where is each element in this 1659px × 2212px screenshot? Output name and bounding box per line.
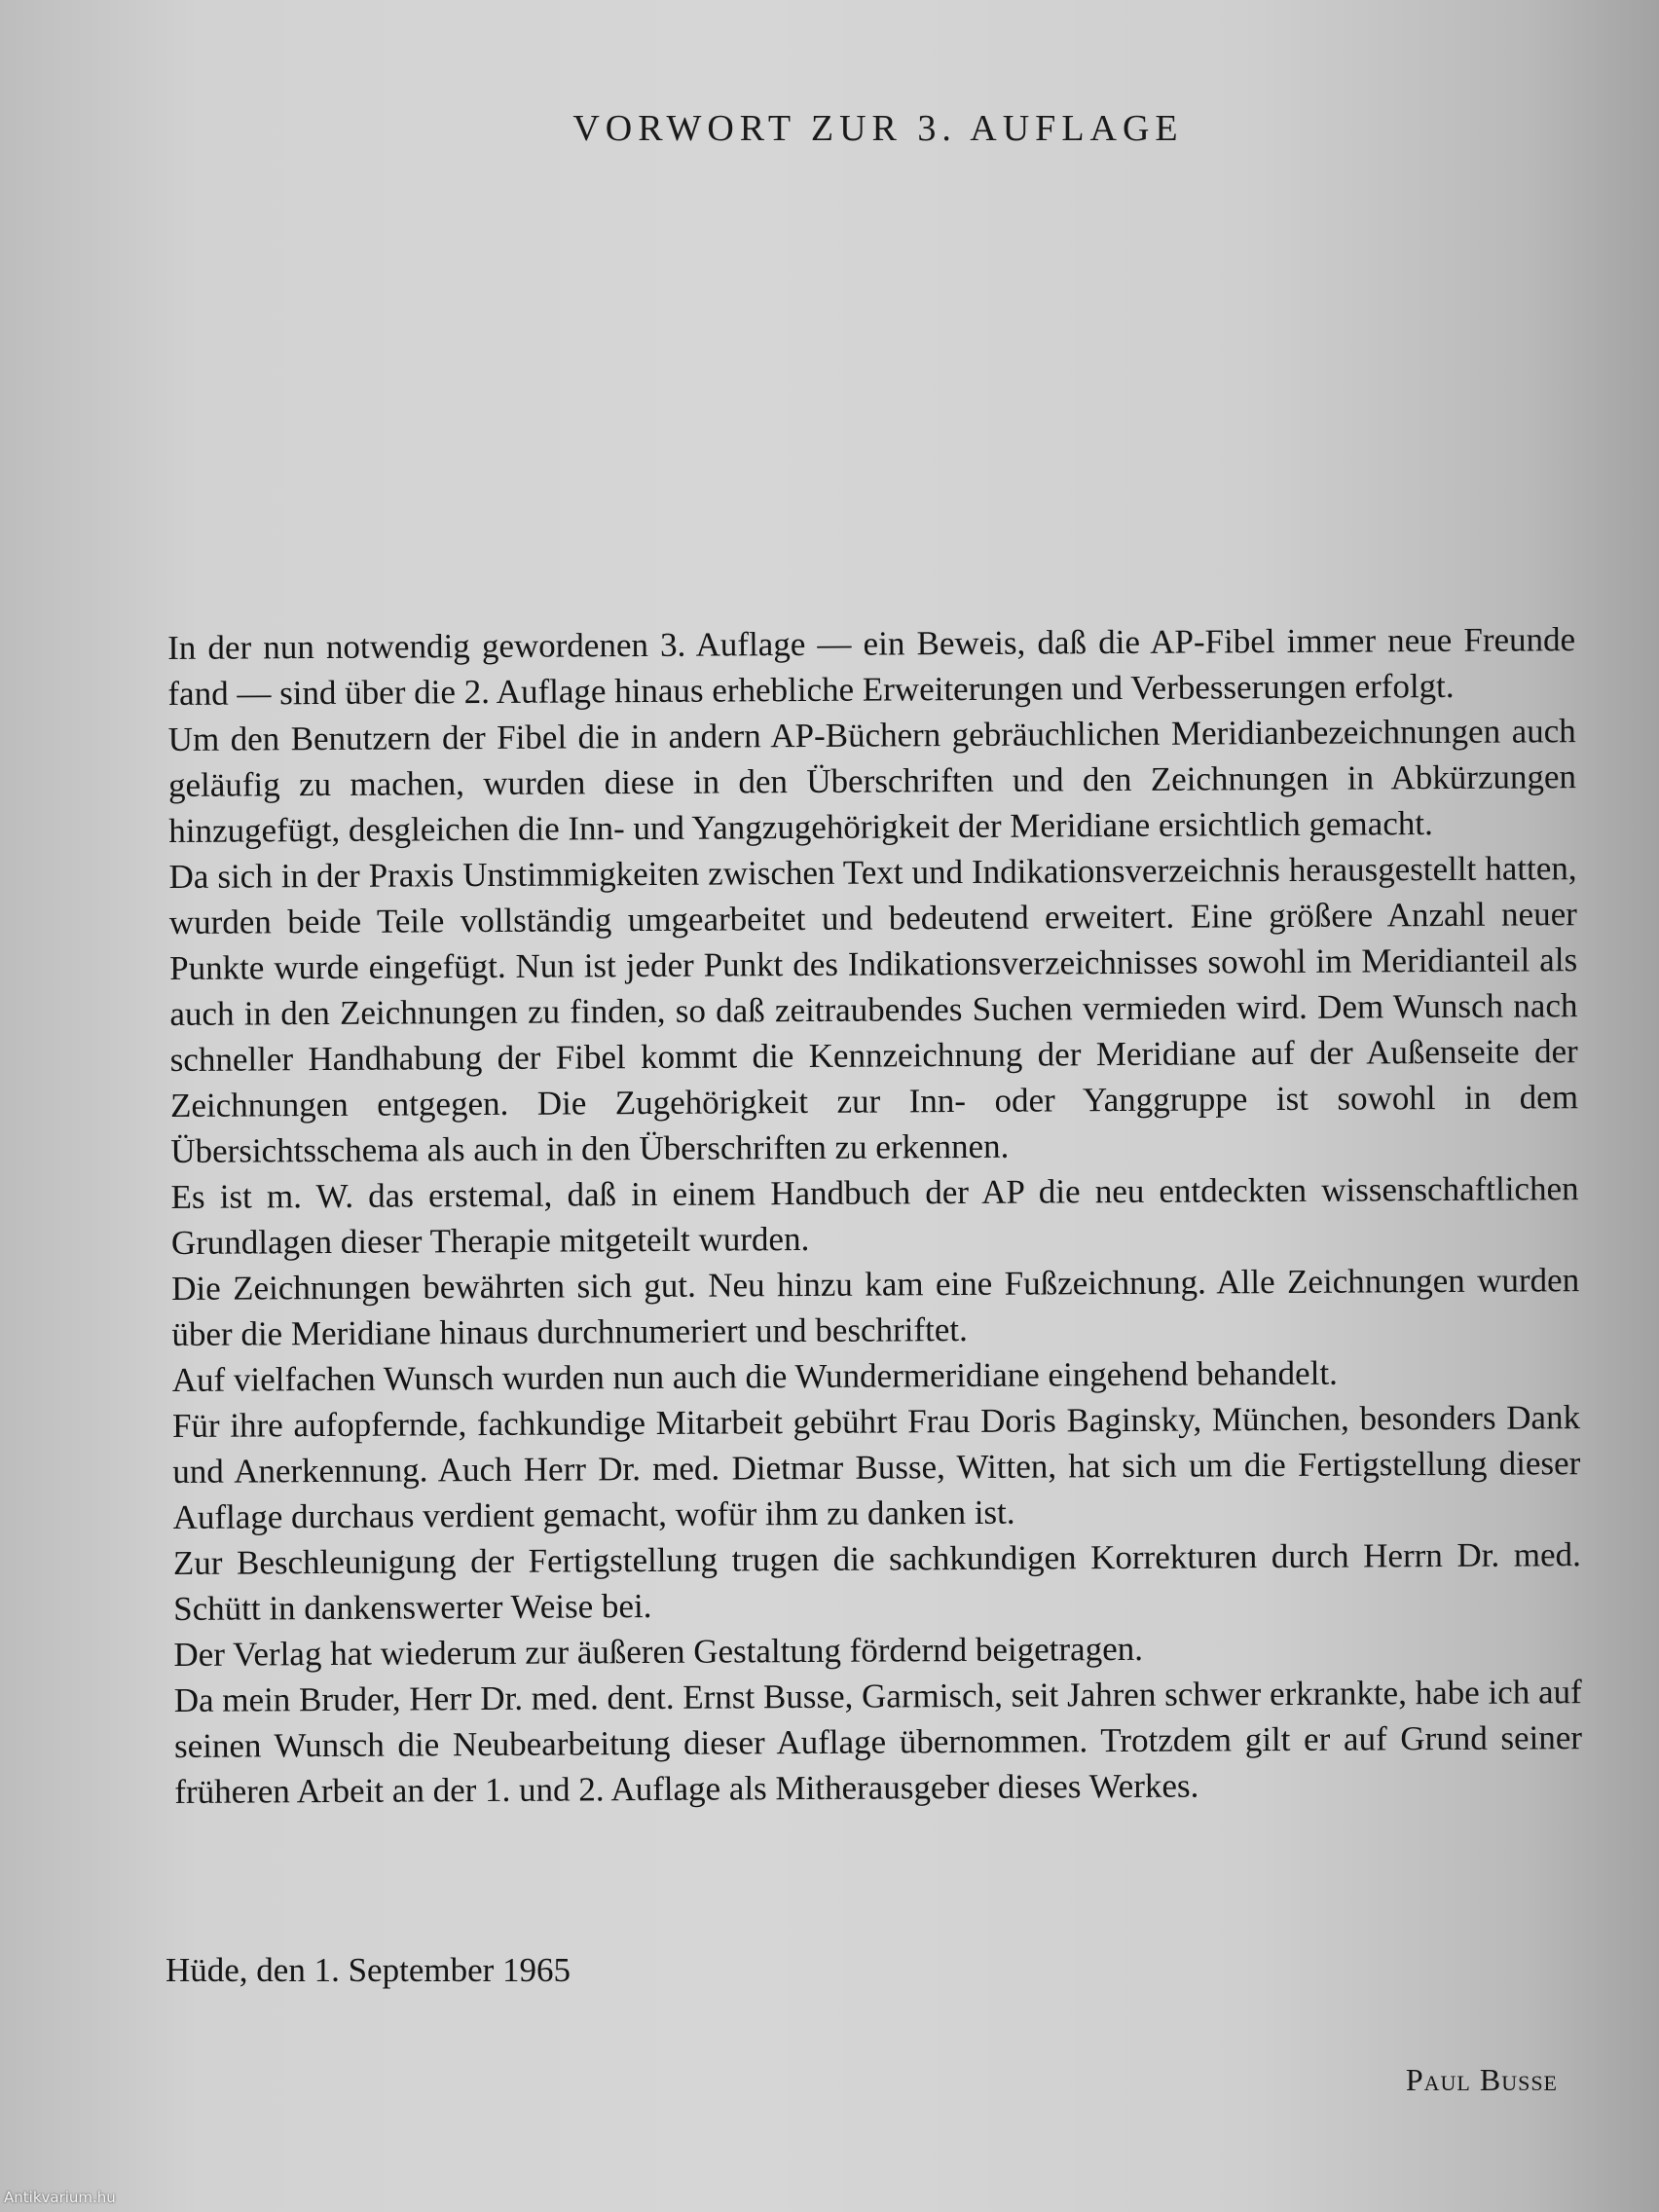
foreword-body (167, 616, 1582, 1815)
place-date: Hüde, den 1. September 1965 (166, 1951, 571, 1989)
paragraph-9: Der Verlag hat wiederum zur äußeren Gestaltung fördernd beigetragen. (173, 1629, 1144, 1674)
paragraph-4: Es ist m. W. das erstemal, daß in einem Handbuch der AP die neu entdeckten wissenschaftlichen Grundlagen dieser Therapie mitgeteilt wurden. (170, 1169, 1579, 1262)
author-signature: Paul Busse (1405, 2062, 1558, 2097)
paragraph-2: Um den Benutzern der Fibel die in andern AP-Büchern gebräuchlichen Meridianbezeichnungen auch geläufig zu machen, wurden diese in den Überschriften und den Zeichnungen in Abkürzungen hinzugefügt, desgleichen die Inn- und Yangzugehörigkeit der Meridiane ersichtlich gemacht. (167, 712, 1577, 850)
paragraph-7: Für ihre aufopfernde, fachkundige Mitarbeit gebührt Frau Doris Baginsky, München, besonders Dank und Anerkennung. Auch Herr Dr. med. Dietmar Busse, Witten, hat sich um die Fertigstellung dieser Auflage durchaus verdient gemacht, wofür ihm zu danken ist. (171, 1398, 1581, 1536)
paragraph-1: In der nun notwendig gewordenen 3. Auflage — ein Beweis, daß die AP-Fibel immer neue Freunde fand — sind über die 2. Auflage hinaus erhebliche Erweiterungen und Verbesserungen erfolgt. (167, 620, 1576, 713)
paragraph-10: Da mein Bruder, Herr Dr. med. dent. Ernst Busse, Garmisch, seit Jahren schwer erkrankte, habe ich auf seinen Wunsch die Neubearbeitung dieser Auflage übernommen. Trotzdem gilt er auf Grund seiner früheren Arbeit an der 1. und 2. Auflage als Mitherausgeber dieses Werkes. (173, 1673, 1583, 1811)
paragraph-8: Zur Beschleunigung der Fertigstellung trugen die sachkundigen Korrekturen durch Herrn Dr. med. Schütt in dankenswerter Weise bei. (172, 1535, 1581, 1628)
watermark: Antikvarium.hu (4, 2189, 116, 2206)
paragraph-3: Da sich in der Praxis Unstimmigkeiten zwischen Text und Indikationsverzeichnis herausgestellt hatten, wurden beide Teile vollständig umgearbeitet und bedeutend erweitert. Eine größere Anzahl neuer Punkte wurde eingefügt. Nun ist jeder Punkt des Indikationsverzeichnisses sowohl im Meridianteil als auch in den Zeichnungen zu finden, so daß zeitraubendes Suchen vermieden wird. Dem Wunsch nach schneller Handhabung der Fibel kommt die Kennzeichnung der Meridiane auf der Außenseite der Zeichnungen entgegen. Die Zugehörigkeit zur Inn- oder Yanggruppe ist sowohl in dem Übersichtsschema als auch in den Überschriften zu erkennen. (168, 849, 1579, 1170)
paragraph-6: Auf vielfachen Wunsch wurden nun auch die Wundermeridiane eingehend behandelt. (171, 1353, 1338, 1399)
page-title: VORWORT ZUR 3. AUFLAGE (572, 108, 1184, 149)
paragraph-5: Die Zeichnungen bewährten sich gut. Neu hinzu kam eine Fußzeichnung. Alle Zeichnungen wurden über die Meridiane hinaus durchnumeriert und beschriftet. (171, 1261, 1580, 1353)
